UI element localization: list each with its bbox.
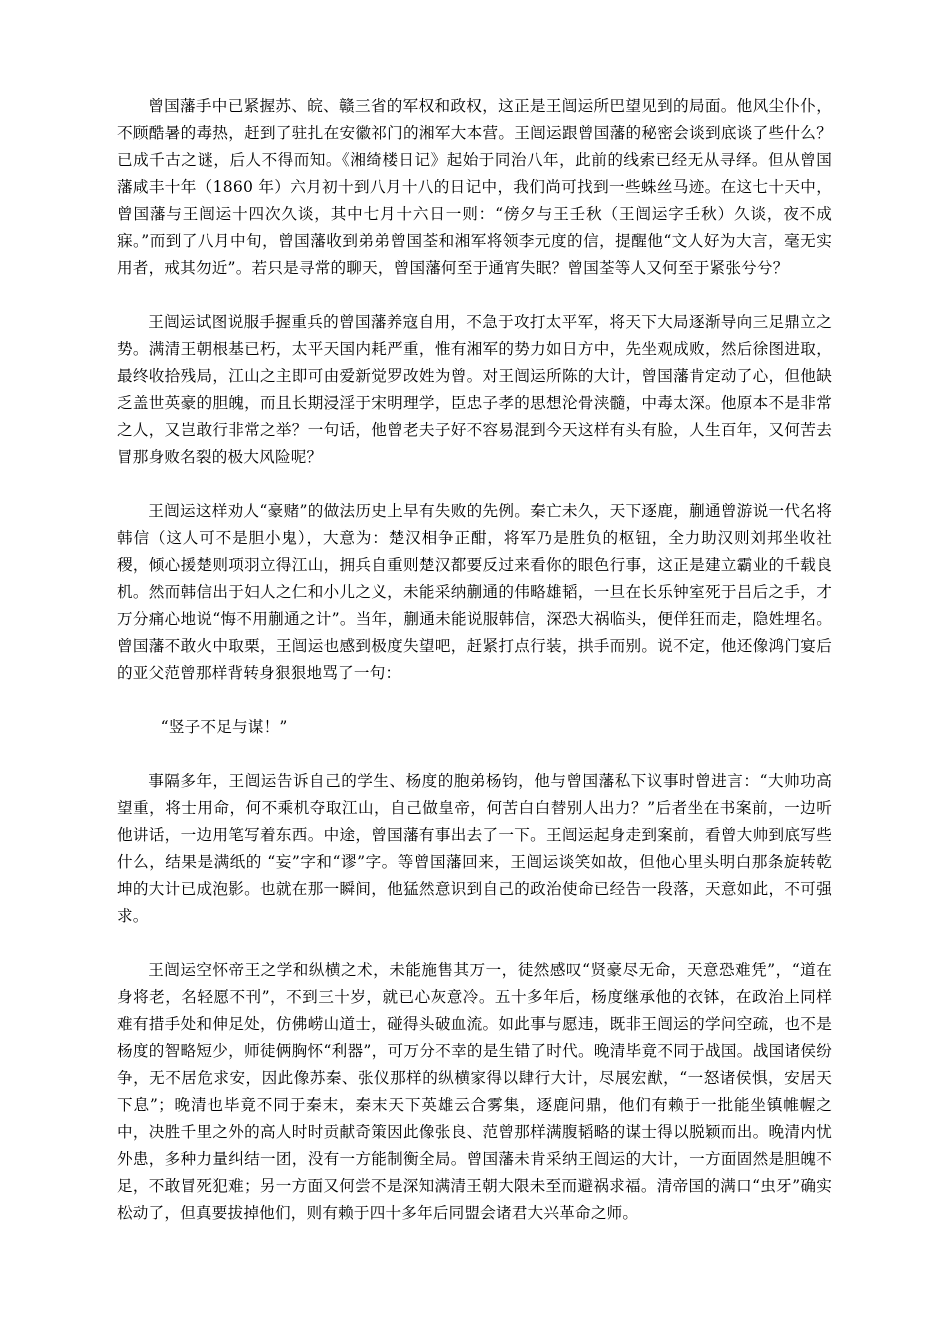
paragraph-3: 王闿运这样劝人“豪赌”的做法历史上早有失败的先例。秦亡未久，天下逐鹿，蒯通曾游说一代名将韩信（这人可不是胆小鬼），大意为：楚汉相争正酣，将军乃是胜负的枢钮，全力助汉则刘邦坐收社稷，倾心援楚则项羽立得江山，拥兵自重则楚汉都要反过来看你的眼色行事，这正是建立霸业的千载良机。然而韩信出于妇人之仁和小儿之义，未能采纳蒯通的伟略雄韬，一旦在长乐钟室死于吕后之手，才万分痛心地说“悔不用蒯通之计”。当年，蒯通未能说服韩信，深恐大祸临头，便佯狂而走，隐姓埋名。曾国藩不敢火中取栗，王闿运也感到极度失望吧，赶紧打点行装，拱手而别。说不定，他还像鸿门宴后的亚父范曾那样背转身狠狠地骂了一句： <box>117 502 832 682</box>
paragraph-5: 事隔多年，王闿运告诉自己的学生、杨度的胞弟杨钧，他与曾国藩私下议事时曾进言：“大帅功高望重，将士用命，何不乘机夺取江山，自己做皇帝，何苦白白替别人出力？”后者坐在书案前，一边听他讲话，一边用笔写着东西。中途，曾国藩有事出去了一下。王闿运起身走到案前，看曾大帅到底写些什么，结果是满纸的 “妄”字和“谬”字。等曾国藩回来，王闿运谈笑如故，但他心里头明白那条旋转乾坤的大计已成泡影。也就在那一瞬间，他猛然意识到自己的政治使命已经告一段落，天意如此，不可强求。 <box>117 772 832 925</box>
paragraph-6: 王闿运空怀帝王之学和纵横之术，未能施售其万一，徒然感叹“贤豪尽无命，天意恐难凭”，“道在身将老，名轻愿不刊”，不到三十岁，就已心灰意冷。五十多年后，杨度继承他的衣钵，在政治上同样难有措手处和伸足处，仿佛崂山道士，碰得头破血流。如此事与愿违，既非王闿运的学问空疏，也不是杨度的智略短少，师徒俩胸怀“利器”，可万分不幸的是生错了时代。晚清毕竟不同于战国。战国诸侯纷争，无不居危求安，因此像苏秦、张仪那样的纵横家得以肆行大计，尽展宏猷，“一怒诸侯惧，安居天下息”；晚清也毕竟不同于秦末，秦末天下英雄云合雾集，逐鹿问鼎，他们有赖于一批能坐镇帷幄之中，决胜千里之外的高人时时贡献奇策因此像张良、范曾那样满腹韬略的谋士得以脱颖而出。晚清内忧外患，多种力量纠结一团，没有一方能制衡全局。曾国藩未肯采纳王闿运的大计，一方面固然是胆魄不足，不敢冒死犯难；另一方面又何尝不是深知满清王朝大限未至而避祸求福。清帝国的满口“虫牙”确实松动了，但真要拔掉他们，则有赖于四十多年后同盟会诸君大兴革命之师。 <box>117 961 832 1222</box>
article-body <box>117 93 832 1254</box>
paragraph-1: 曾国藩手中已紧握苏、皖、赣三省的军权和政权，这正是王闿运所巴望见到的局面。他风尘仆仆，不顾酷暑的毒热，赶到了驻扎在安徽祁门的湘军大本营。王闿运跟曾国藩的秘密会谈到底谈了些什么？已成千古之谜，后人不得而知。《湘绮楼日记》起始于同治八年，此前的线索已经无从寻绎。但从曾国藩咸丰十年（1860 年）六月初十到八月十八的日记中，我们尚可找到一些蛛丝马迹。在这七十天中，曾国藩与王闿运十四次久谈，其中七月十六日一则：“傍夕与王壬秋（王闿运字壬秋）久谈，夜不成寐。”而到了八月中旬，曾国藩收到弟弟曾国荃和湘军将领李元度的信，提醒他“文人好为大言，毫无实用者，戒其勿近”。若只是寻常的聊天，曾国藩何至于通宵失眠？曾国荃等人又何至于紧张兮兮？ <box>117 97 832 277</box>
quote-line: “竖子不足与谋！” <box>160 718 288 736</box>
paragraph-2: 王闿运试图说服手握重兵的曾国藩养寇自用，不急于攻打太平军，将天下大局逐渐导向三足鼎立之势。满清王朝根基已朽，太平天国内耗严重，惟有湘军的势力如日方中，先坐观成败，然后徐图进取，最终收拾残局，江山之主即可由爱新觉罗改姓为曾。对王闿运所陈的大计，曾国藩肯定动了心，但他缺乏盖世英豪的胆魄，而且长期浸淫于宋明理学，臣忠子孝的思想沦骨浃髓，中毒太深。他原本不是非常之人，又岂敢行非常之举？一句话，他曾老夫子好不容易混到今天这样有头有脸，人生百年，又何苦去冒那身败名裂的极大风险呢？ <box>117 313 832 466</box>
